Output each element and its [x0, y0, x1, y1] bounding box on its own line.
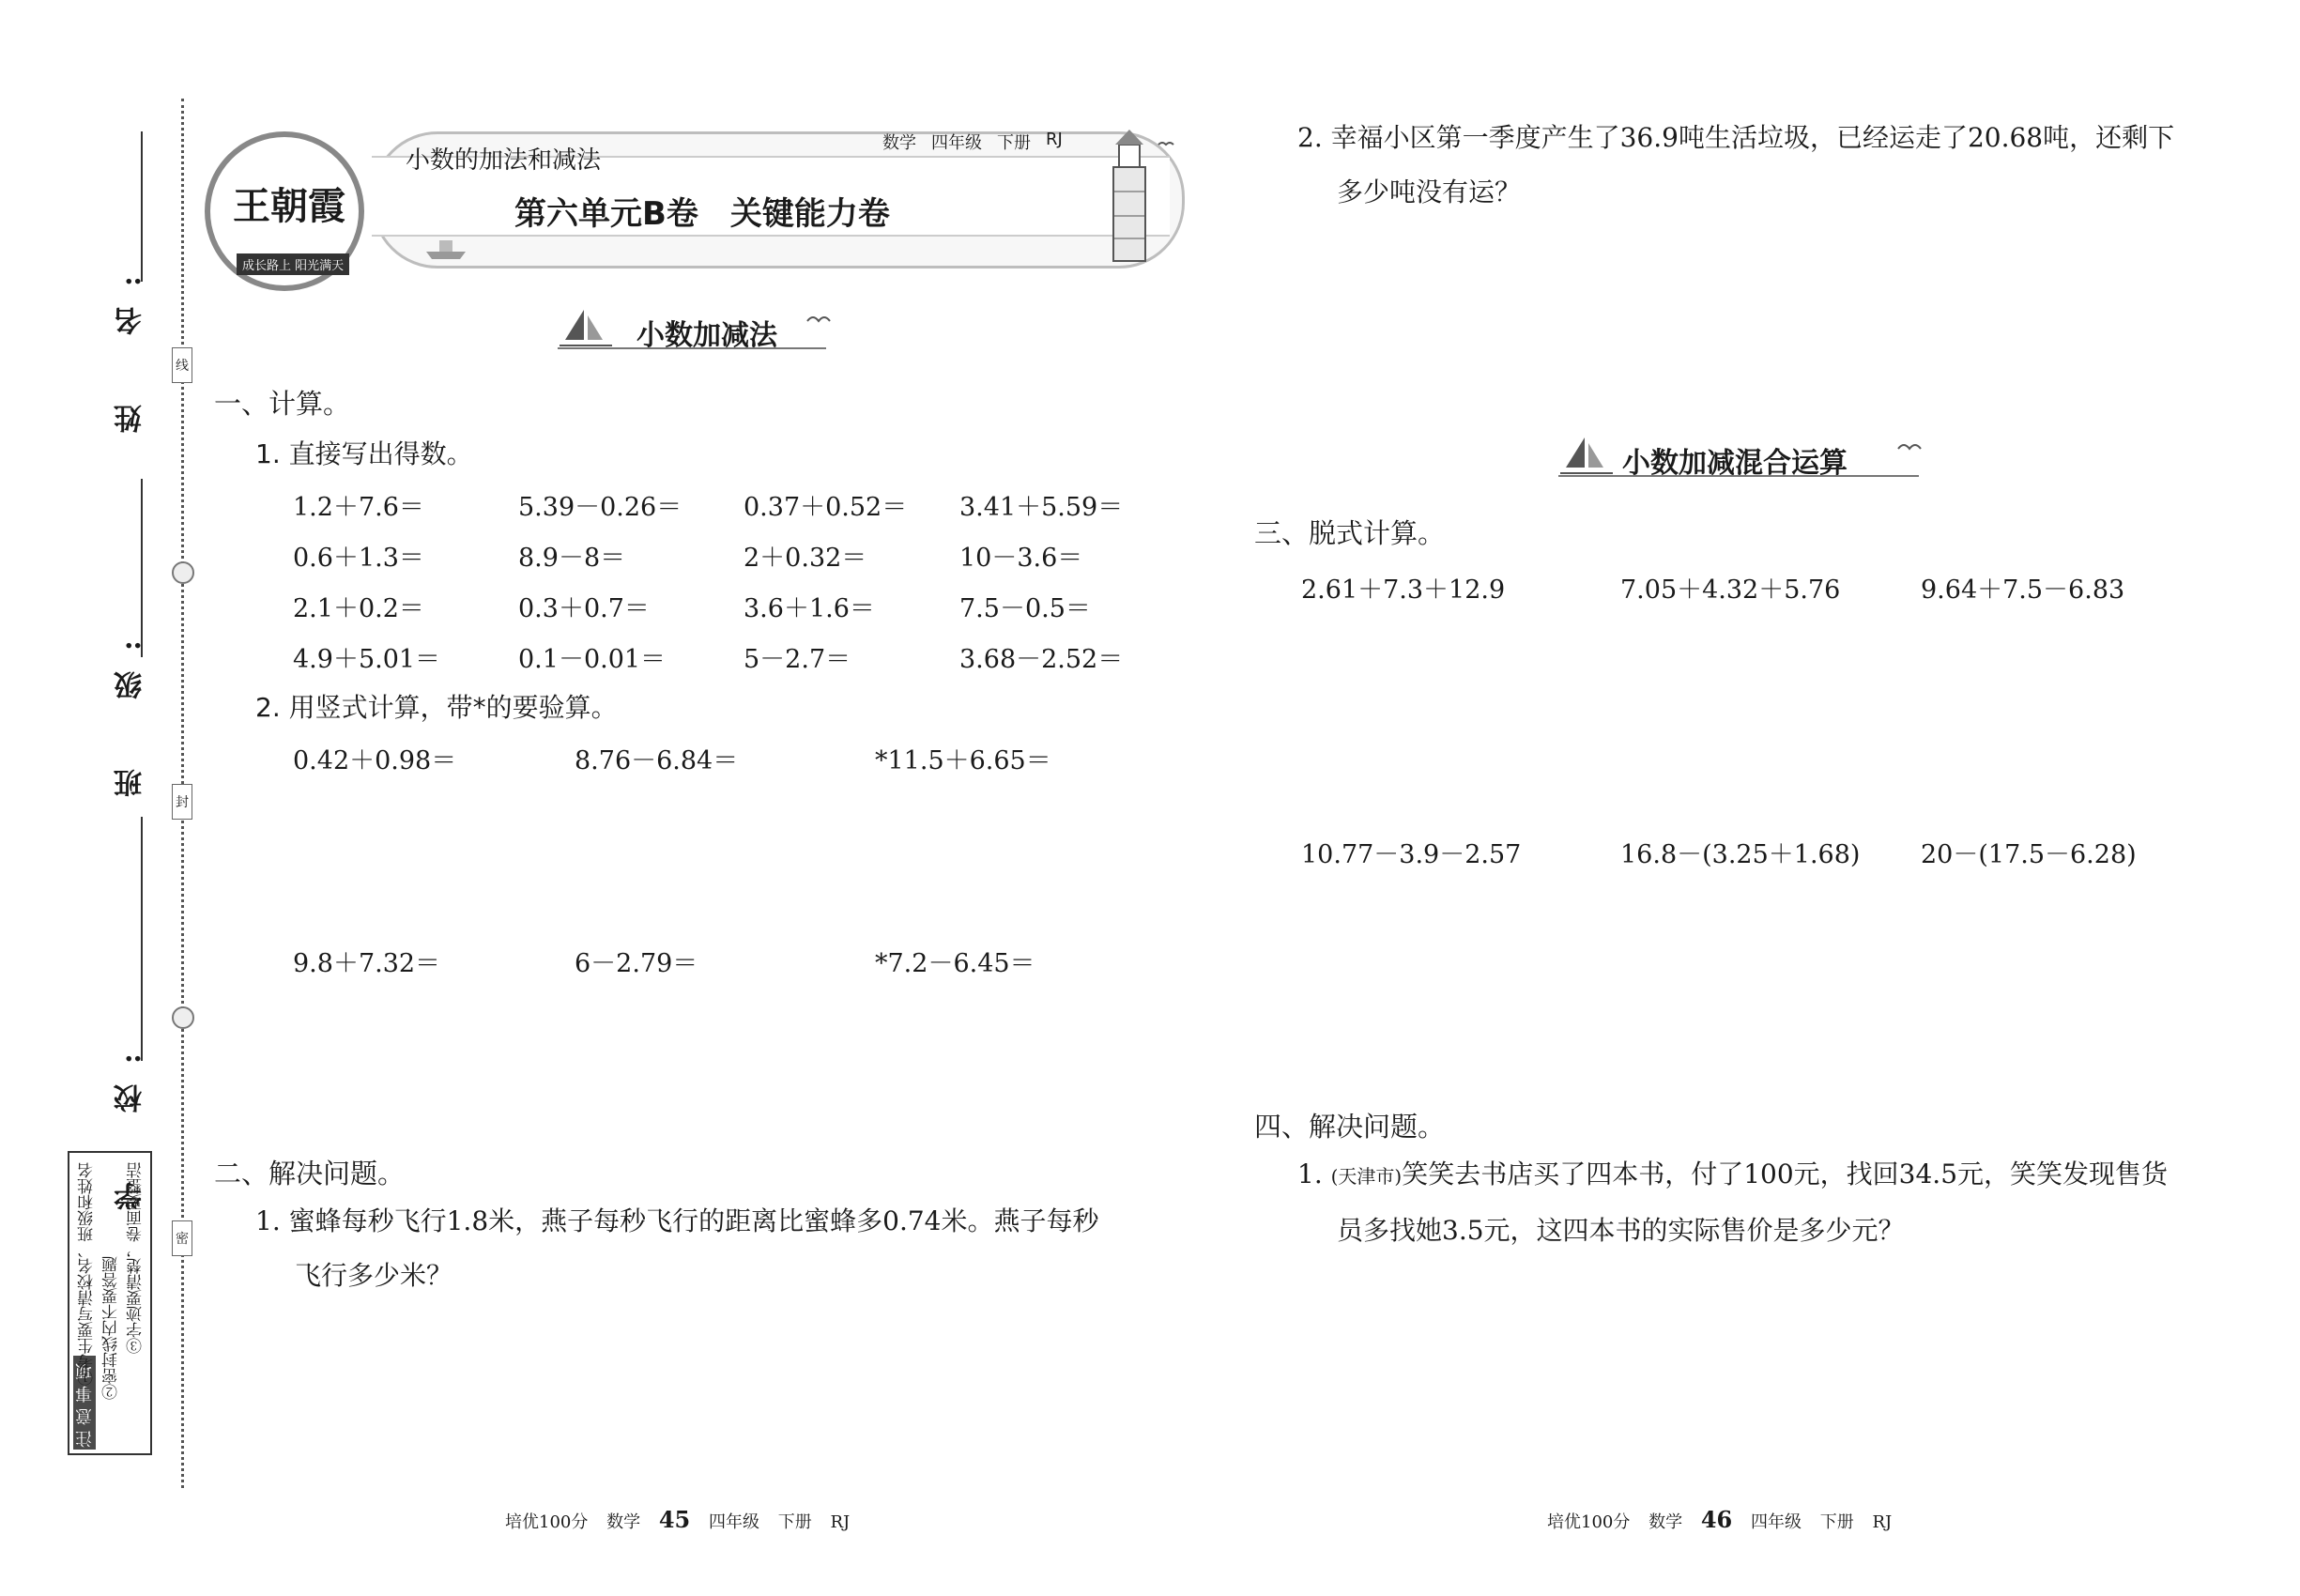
footer-edition: RJ — [1872, 1512, 1893, 1532]
binding-hole-icon — [172, 561, 194, 584]
q2-label: 2. 用竖式计算，带*的要验算。 — [255, 692, 618, 723]
stepwise-calc-item: 10.77－3.9－2.57 — [1301, 840, 1522, 869]
problem-number: 1. — [1297, 1159, 1331, 1189]
calc-item: 5.39－0.26＝ — [518, 493, 682, 522]
notice-item: ②密封线内不要答题 — [102, 1256, 121, 1400]
school-blank-line — [141, 817, 143, 1061]
calc-item: 5－2.7＝ — [744, 645, 851, 674]
part2-heading: 二、解决问题。 — [214, 1158, 406, 1189]
footer-subject: 数学 — [606, 1512, 641, 1532]
stepwise-calc-item: 20－(17.5－6.28) — [1921, 840, 2137, 869]
meta-subject: 数学 — [882, 133, 916, 153]
problem-line: 1. 蜜蜂每秒飞行1.8米，燕子每秒飞行的距离比蜜蜂多0.74米。燕子每秒 — [255, 1205, 1099, 1236]
footer-series: 培优100分 — [505, 1512, 589, 1532]
footer-subject: 数学 — [1648, 1512, 1683, 1532]
word-problem-bee-swallow — [255, 1194, 1194, 1303]
meta-grade: 四年级 — [931, 133, 982, 153]
calc-item: 3.41＋5.59＝ — [959, 493, 1124, 522]
calc-item: 3.68－2.52＝ — [959, 645, 1124, 674]
section-title: 小数加减混合运算 — [1622, 447, 1848, 480]
stepwise-calc-item: 9.64＋7.5－6.83 — [1921, 575, 2125, 605]
part1-heading: 一、计算。 — [214, 388, 351, 420]
calc-item: 0.6＋1.3＝ — [293, 544, 424, 573]
sailboat-icon — [558, 306, 614, 351]
part3-heading: 三、脱式计算。 — [1254, 517, 1446, 549]
q1-label: 1. 直接写出得数。 — [255, 438, 473, 469]
calc-item: 8.9－8＝ — [518, 544, 626, 573]
brand-tagline: 成长路上 阳光满天 — [237, 253, 349, 275]
calc-item: 0.37＋0.52＝ — [744, 493, 908, 522]
vertical-calc-item: 6－2.79＝ — [575, 949, 698, 978]
bird-icon — [805, 310, 834, 329]
footer-grade: 四年级 — [1750, 1512, 1802, 1532]
class-label: 班 级: — [115, 620, 147, 798]
stepwise-calc-item: 7.05＋4.32＋5.76 — [1620, 575, 1841, 605]
calc-item: 4.9＋5.01＝ — [293, 645, 441, 674]
page-number: 46 — [1700, 1506, 1733, 1533]
vertical-calc-item: *11.5＋6.65＝ — [875, 746, 1051, 775]
footer-left — [505, 1506, 850, 1533]
meta-term: 下册 — [997, 133, 1031, 153]
topic-label: 小数的加法和减法 — [406, 146, 602, 175]
notice-title: 注意事项 — [75, 1358, 95, 1448]
footer-term: 下册 — [1819, 1512, 1854, 1532]
notice-item: ③字迹要清楚，卷面要整洁 — [127, 1162, 146, 1354]
calc-item: 0.3＋0.7＝ — [518, 594, 650, 623]
problem-source: (天津市) — [1330, 1165, 1403, 1188]
section-title: 小数加减法 — [636, 319, 777, 352]
vertical-calc-item: *7.2－6.45＝ — [875, 949, 1035, 978]
calc-item: 1.2＋7.6＝ — [293, 493, 424, 522]
word-problem-garbage — [1297, 111, 2246, 220]
name-label: 姓 名: — [115, 255, 147, 434]
footer-edition: RJ — [830, 1512, 851, 1532]
footer-right — [1547, 1506, 1892, 1533]
ship-icon — [422, 233, 469, 261]
page-title: 第六单元B卷 关键能力卷 — [514, 195, 890, 233]
brand-logo-text: 王朝霞 — [233, 184, 345, 228]
stepwise-calc-item: 2.61＋7.3＋12.9 — [1301, 575, 1506, 605]
problem-line: 员多找她3.5元，这四本书的实际售价是多少元？ — [1337, 1215, 1905, 1246]
stepwise-calc-item: 16.8－(3.25＋1.68) — [1620, 840, 1861, 869]
cut-mark-mi: 密 — [172, 1220, 192, 1256]
calc-item: 2.1＋0.2＝ — [293, 594, 424, 623]
problem-line: 多少吨没有运？ — [1337, 176, 1522, 207]
cut-mark-feng: 封 — [172, 784, 192, 820]
page-number: 45 — [658, 1506, 691, 1533]
binding-hole-icon — [172, 1006, 194, 1029]
cut-mark-xian: 线 — [172, 347, 192, 383]
calc-item: 10－3.6＝ — [959, 544, 1083, 573]
bird-icon — [1896, 437, 1924, 456]
calc-item: 3.6＋1.6＝ — [744, 594, 875, 623]
footer-grade: 四年级 — [708, 1512, 759, 1532]
calc-item: 2＋0.32＝ — [744, 544, 867, 573]
footer-term: 下册 — [777, 1512, 812, 1532]
vertical-calc-item: 0.42＋0.98＝ — [293, 746, 457, 775]
vertical-calc-item: 9.8＋7.32＝ — [293, 949, 441, 978]
word-problem-bookstore — [1297, 1147, 2246, 1258]
notice-box — [68, 1151, 152, 1455]
problem-text: 笑笑去书店买了四本书，付了100元，找回34.5元，笑笑发现售货 — [1402, 1159, 2169, 1189]
lighthouse-icon — [1085, 126, 1179, 267]
sailboat-icon — [1558, 434, 1615, 479]
part4-heading: 四、解决问题。 — [1254, 1111, 1446, 1143]
problem-line: 飞行多少米？ — [295, 1260, 453, 1291]
problem-line: 2. 幸福小区第一季度产生了36.9吨生活垃圾，已经运走了20.68吨，还剩下 — [1297, 122, 2175, 153]
header-meta — [882, 130, 1063, 154]
problem-line — [1297, 1147, 2246, 1204]
calc-item: 7.5－0.5＝ — [959, 594, 1091, 623]
school-label: 学 校: — [115, 1033, 147, 1211]
name-blank-line — [141, 131, 143, 282]
footer-series: 培优100分 — [1547, 1512, 1631, 1532]
class-blank-line — [141, 479, 143, 657]
notice-item: ①考生要写清校名、班级和姓名 — [78, 1162, 97, 1386]
meta-edition: RJ — [1046, 130, 1063, 149]
calc-item: 0.1－0.01＝ — [518, 645, 667, 674]
vertical-calc-item: 8.76－6.84＝ — [575, 746, 739, 775]
